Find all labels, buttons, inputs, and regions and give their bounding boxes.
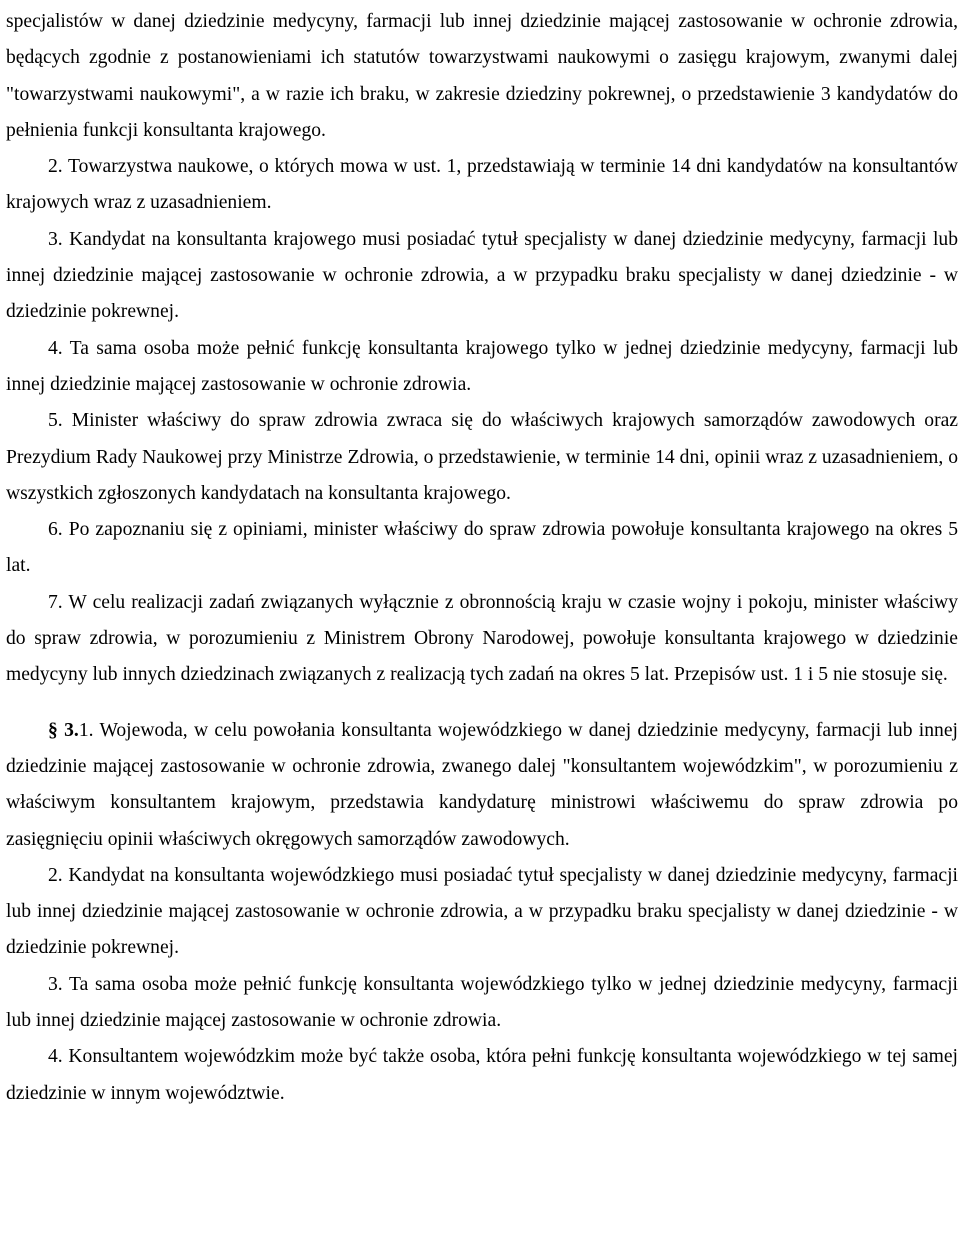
section-number: 3. (64, 719, 79, 741)
section-sign: § (48, 719, 58, 741)
section-3-text-1: 1. Wojewoda, w celu powołania konsultanta wojewódzkiego w danej dziedzinie medycyny, farmacji lub innej dziedzinie mającej zastosowanie w ochronie zdrowia, zwanego dalej "konsultantem wojewódzkim", w porozumieniu z właściwym konsultantem krajowym, przedstawia kandydaturę ministrowi właściwemu do spraw zdrowia po zasięgnięciu opinii właściwych okręgowych samorządów zawodowych. (6, 719, 958, 850)
document-page (6, 4, 958, 1112)
paragraph-3-3: 3. Ta sama osoba może pełnić funkcję konsultanta wojewódzkiego tylko w jednej dziedzinie medycyny, farmacji lub innej dziedzinie mającej zastosowanie w ochronie zdrowia. (6, 973, 958, 1032)
paragraph-2-3: 3. Kandydat na konsultanta krajowego musi posiadać tytuł specjalisty w danej dziedzinie medycyny, farmacji lub innej dziedzinie mającej zastosowanie w ochronie zdrowia, a w przypadku braku specjalisty w danej dziedzinie - w dziedzinie pokrewnej. (6, 228, 958, 323)
paragraph-2-2: 2. Towarzystwa naukowe, o których mowa w ust. 1, przedstawiają w terminie 14 dni kandydatów na konsultantów krajowych wraz z uzasadnieniem. (6, 156, 958, 214)
paragraph-2-6: 6. Po zapoznaniu się z opiniami, minister właściwy do spraw zdrowia powołuje konsultanta krajowego na okres 5 lat. (6, 519, 958, 577)
paragraph-2-4: 4. Ta sama osoba może pełnić funkcję konsultanta krajowego tylko w jednej dziedzinie medycyny, farmacji lub innej dziedzinie mającej zastosowanie w ochronie zdrowia. (6, 337, 958, 395)
paragraph-3-4: 4. Konsultantem wojewódzkim może być także osoba, która pełni funkcję konsultanta wojewódzkiego w tej samej dziedzinie w innym województwie. (6, 1046, 958, 1104)
paragraph-2-5: 5. Minister właściwy do spraw zdrowia zwraca się do właściwych krajowych samorządów zawodowych oraz Prezydium Rady Naukowej przy Ministrze Zdrowia, o przedstawienie, w terminie 14 dni, opinii wraz z uzasadnieniem, o wszystkich zgłoszonych kandydatach na konsultanta krajowego. (6, 410, 958, 504)
continuation-paragraph: specjalistów w danej dziedzinie medycyny, farmacji lub innej dziedzinie mającej zastosowanie w ochronie zdrowia, będących zgodnie z postanowieniami ich statutów towarzystwami naukowymi o zasięgu krajowym, zwanymi dalej "towarzystwami naukowymi", a w razie ich braku, w zakresie dziedziny pokrewnej, o przedstawienie 3 kandydatów do pełnienia funkcji konsultanta krajowego. (6, 11, 958, 141)
paragraph-2-7: 7. W celu realizacji zadań związanych wyłącznie z obronnością kraju w czasie wojny i pokoju, minister właściwy do spraw zdrowia, w porozumieniu z Ministrem Obrony Narodowej, powołuje konsultanta krajowego w dziedzinie medycyny lub innych dziedzinach związanych z realizacją tych zadań na okres 5 lat. Przepisów ust. 1 i 5 nie stosuje się. (6, 591, 958, 686)
paragraph-3-2: 2. Kandydat na konsultanta wojewódzkiego musi posiadać tytuł specjalisty w danej dziedzinie medycyny, farmacji lub innej dziedzinie mającej zastosowanie w ochronie zdrowia, a w przypadku braku specjalisty w danej dziedzinie - w dziedzinie pokrewnej. (6, 864, 958, 959)
section-3-paragraph-1 (6, 713, 958, 858)
